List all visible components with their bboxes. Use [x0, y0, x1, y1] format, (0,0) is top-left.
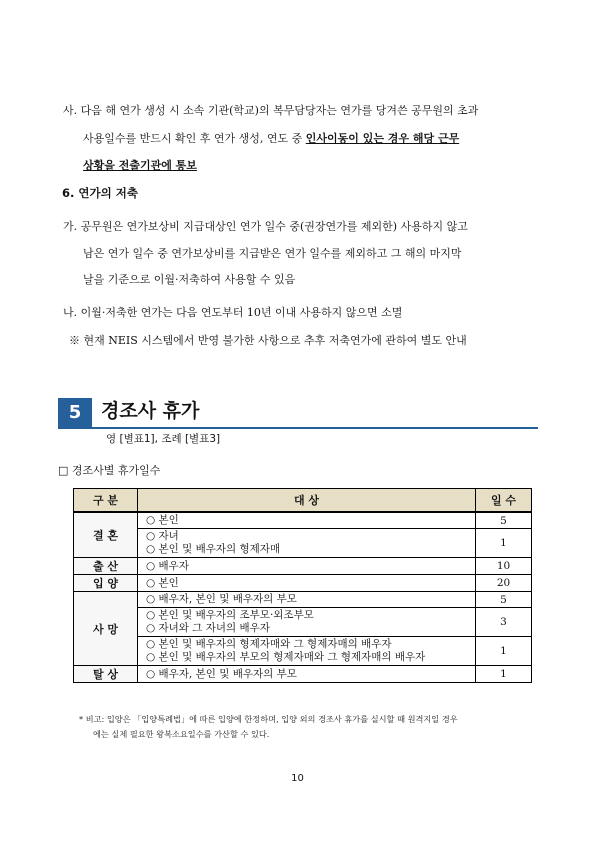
- target-cell: ○ 본인: [138, 575, 476, 592]
- target-line: ○ 자녀: [146, 530, 179, 542]
- item-sa-line2-text: 사용일수를 반드시 확인 후 연가 생성, 연도 중: [83, 132, 306, 145]
- target-cell: [138, 529, 476, 558]
- item-sa-line1: 사. 다음 해 연가 생성 시 소속 기관(학교)의 복무담당자는 연가를 당겨쓴 공무원의 초과: [63, 104, 479, 117]
- category-birth: 출 산: [74, 558, 138, 575]
- table-header-row: [74, 489, 532, 513]
- target-cell: ○ 배우자, 본인 및 배우자의 부모: [138, 666, 476, 683]
- table-row: [74, 558, 532, 575]
- days-cell: 1: [476, 637, 532, 666]
- item-ga-line1: 가. 공무원은 연가보상비 지급대상인 연가 일수 중(권장연가를 제외한) 사용하지 않고: [63, 220, 468, 233]
- table-row: [74, 592, 532, 608]
- section5-title: 경조사 휴가: [101, 400, 200, 422]
- target-cell: ○ 배우자: [138, 558, 476, 575]
- item-na-line: 나. 이월·저축한 연가는 다음 연도부터 10년 이내 사용하지 않으면 소멸: [63, 306, 403, 319]
- category-death: 사 망: [74, 592, 138, 666]
- header-target: 대 상: [138, 489, 476, 513]
- category-marriage: 결 혼: [74, 512, 138, 558]
- item-sa-line2: [83, 131, 459, 146]
- target-cell: [138, 608, 476, 637]
- table-row: [74, 637, 532, 666]
- target-line: ○ 본인 및 배우자의 형제자매와 그 형제자매의 배우자: [146, 638, 392, 650]
- section5-reference: 영 [별표1], 조례 [별표3]: [106, 433, 221, 445]
- table-footnote: [79, 712, 458, 742]
- table-row: [74, 608, 532, 637]
- days-cell: 1: [476, 529, 532, 558]
- category-adoption: 입 양: [74, 575, 138, 592]
- category-ritual: 탈 상: [74, 666, 138, 683]
- page-number: 10: [291, 773, 304, 784]
- target-cell: ○ 배우자, 본인 및 배우자의 부모: [138, 592, 476, 608]
- table-row: [74, 666, 532, 683]
- footnote-line: * 비고: 입양은 「입양특례법」에 따른 입양에 한정하며, 입양 외의 경조사 휴가를 실시할 때 원격지일 경우: [79, 714, 458, 724]
- days-cell: 5: [476, 592, 532, 608]
- days-cell: 3: [476, 608, 532, 637]
- section6-heading: 6. 연가의 저축: [62, 186, 138, 200]
- target-line: ○ 자녀와 그 자녀의 배우자: [146, 622, 270, 634]
- section5-number-badge: 5: [58, 398, 92, 427]
- item-ga-line3: 날을 기준으로 이월·저축하여 사용할 수 있음: [83, 273, 296, 286]
- footnote-line: 에는 실제 필요한 왕복소요일수를 가산할 수 있다.: [93, 729, 270, 739]
- table-row: [74, 529, 532, 558]
- section5-subheading: □ 경조사별 휴가일수: [58, 464, 161, 477]
- target-cell: ○ 본인: [138, 512, 476, 529]
- header-days: 일 수: [476, 489, 532, 513]
- target-line: ○ 본인 및 배우자의 부모의 형제자매와 그 형제자매의 배우자: [146, 651, 426, 663]
- neis-note: ※ 현재 NEIS 시스템에서 반영 불가한 사항으로 추후 저축연가에 관하여 별도 안내: [69, 334, 467, 347]
- days-cell: 20: [476, 575, 532, 592]
- item-ga-line2: 남은 연가 일수 중 연가보상비를 지급받은 연가 일수를 제외하고 그 해의 마지막: [83, 247, 462, 260]
- item-sa-emphasis: 인사이동이 있는 경우 해당 근무: [305, 132, 460, 145]
- leave-days-table: [73, 488, 532, 683]
- target-line: ○ 본인 및 배우자의 형제자매: [146, 543, 281, 555]
- days-cell: 1: [476, 666, 532, 683]
- target-cell: [138, 637, 476, 666]
- item-sa-line3: 상황을 전출기관에 통보: [83, 159, 197, 172]
- days-cell: 5: [476, 512, 532, 529]
- days-cell: 10: [476, 558, 532, 575]
- table-row: [74, 512, 532, 529]
- section5-rule: [58, 427, 538, 429]
- target-line: ○ 본인 및 배우자의 조부모·외조부모: [146, 609, 314, 621]
- header-category: 구 분: [74, 489, 138, 513]
- table-row: [74, 575, 532, 592]
